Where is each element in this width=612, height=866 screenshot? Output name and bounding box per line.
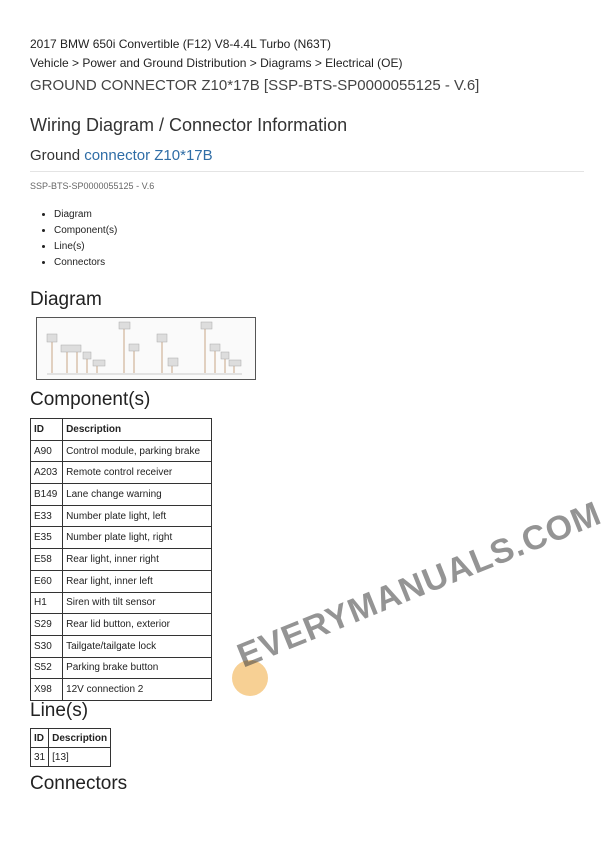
connector-link[interactable]: connector Z10*17B (84, 147, 213, 164)
section-title: Wiring Diagram / Connector Information (30, 115, 348, 135)
table-cell: Rear light, inner left (63, 570, 212, 592)
lines-heading: Line(s) (30, 700, 89, 721)
table-cell: E58 (31, 549, 63, 571)
components-heading: Component(s) (30, 389, 151, 410)
table-cell: S52 (31, 657, 63, 679)
table-row (31, 570, 212, 592)
toc-item[interactable]: • Connectors (54, 255, 117, 271)
table-cell: Remote control receiver (63, 462, 212, 484)
subtitle-prefix: Ground (30, 147, 81, 164)
watermark: EVERYMANUALS.COM (232, 494, 607, 676)
table-header-row (31, 729, 111, 748)
divider (30, 171, 584, 172)
table-cell: 12V connection 2 (63, 679, 212, 701)
table-cell: Rear lid button, exterior (63, 614, 212, 636)
table-row (31, 505, 212, 527)
table-cell: B149 (31, 484, 63, 506)
table-row (31, 440, 212, 462)
table-cell: Parking brake button (63, 657, 212, 679)
diagram-heading: Diagram (30, 289, 102, 310)
toc-item[interactable]: • Line(s) (54, 239, 117, 255)
table-cell: S29 (31, 614, 63, 636)
toc-list (38, 207, 117, 271)
subtitle (30, 147, 213, 164)
components-table (30, 418, 212, 701)
table-cell: Rear light, inner right (63, 549, 212, 571)
table-cell: A203 (31, 462, 63, 484)
table-cell: A90 (31, 440, 63, 462)
wiring-diagram-thumbnail[interactable] (36, 317, 256, 380)
toc-item[interactable]: • Component(s) (54, 223, 117, 239)
table-row (31, 549, 212, 571)
table-cell: E33 (31, 505, 63, 527)
breadcrumb: Vehicle > Power and Ground Distribution > Diagrams > Electrical (OE) (30, 56, 403, 70)
column-header: ID (31, 419, 63, 441)
table-row (31, 614, 212, 636)
version-label: SSP-BTS-SP0000055125 - V.6 (30, 181, 155, 191)
table-cell: Tailgate/tailgate lock (63, 635, 212, 657)
table-cell: S30 (31, 635, 63, 657)
table-cell: H1 (31, 592, 63, 614)
table-cell: X98 (31, 679, 63, 701)
table-row (31, 679, 212, 701)
connectors-heading: Connectors (30, 773, 128, 794)
table-row (31, 657, 212, 679)
table-cell: [13] (49, 748, 111, 767)
table-row (31, 527, 212, 549)
table-cell: 31 (31, 748, 49, 767)
table-row (31, 592, 212, 614)
table-header-row (31, 419, 212, 441)
table-row (31, 484, 212, 506)
table-cell: Lane change warning (63, 484, 212, 506)
table-cell: Control module, parking brake (63, 440, 212, 462)
vehicle-title: 2017 BMW 650i Convertible (F12) V8-4.4L Turbo (N63T) (30, 37, 332, 51)
table-row (31, 462, 212, 484)
table-cell: E35 (31, 527, 63, 549)
document-title: GROUND CONNECTOR Z10*17B [SSP-BTS-SP0000055125 - V.6] (30, 77, 480, 94)
table-row (31, 635, 212, 657)
table-cell: E60 (31, 570, 63, 592)
table-cell: Number plate light, left (63, 505, 212, 527)
toc-item[interactable]: • Diagram (54, 207, 117, 223)
column-header: Description (49, 729, 111, 748)
table-cell: Number plate light, right (63, 527, 212, 549)
table-row (31, 748, 111, 767)
wiring-diagram-image (37, 318, 255, 379)
lines-table (30, 728, 111, 767)
column-header: Description (63, 419, 212, 441)
table-cell: Siren with tilt sensor (63, 592, 212, 614)
column-header: ID (31, 729, 49, 748)
